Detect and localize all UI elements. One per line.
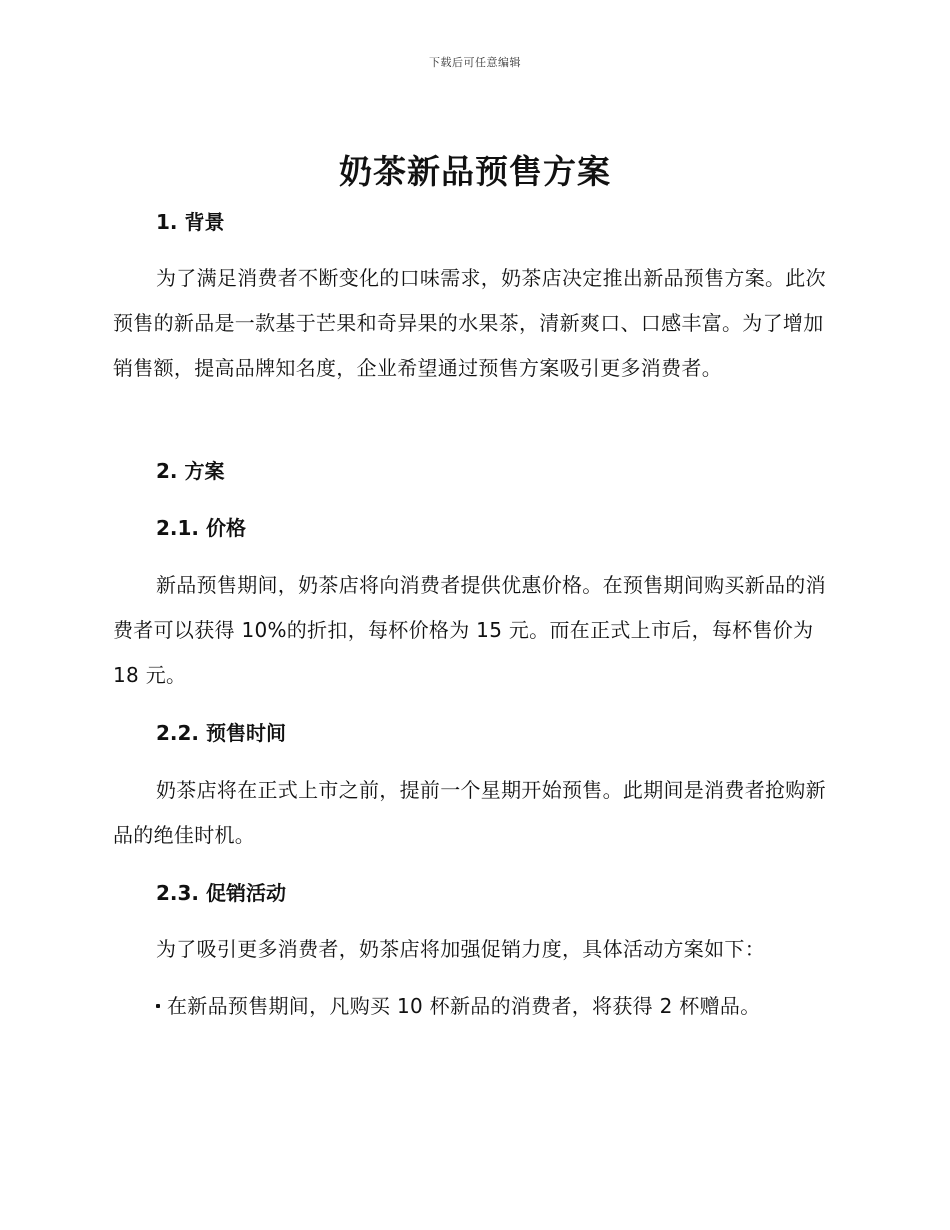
section-heading-plan: 2. 方案 bbox=[156, 459, 225, 483]
bullet-item bbox=[156, 984, 836, 1029]
document-title: 奶茶新品预售方案 bbox=[339, 152, 611, 191]
paragraph-promotion: 为了吸引更多消费者，奶茶店将加强促销力度，具体活动方案如下： bbox=[156, 937, 765, 961]
paragraph-background: 为了满足消费者不断变化的口味需求，奶茶店决定推出新品预售方案。此次预售的新品是一款基于芒果和奇异果的水果茶，清新爽口、口感丰富。为了增加销售额，提高品牌知名度，企业希望通过预售方案吸引更多消费者。 bbox=[113, 266, 826, 380]
section-heading-price: 2.1. 价格 bbox=[156, 516, 246, 540]
section-heading-presale-time: 2.2. 预售时间 bbox=[156, 721, 286, 745]
paragraph-price: 新品预售期间，奶茶店将向消费者提供优惠价格。在预售期间购买新品的消费者可以获得 10%的折扣，每杯价格为 15 元。而在正式上市后，每杯售价为 18 元。 bbox=[113, 573, 826, 687]
page-header-note: 下载后可任意编辑 bbox=[429, 56, 521, 69]
section-heading-promotion: 2.3. 促销活动 bbox=[156, 881, 286, 905]
bullet-item-text: 在新品预售期间，凡购买 10 杯新品的消费者，将获得 2 杯赠品。 bbox=[167, 994, 761, 1018]
section-heading-background: 1. 背景 bbox=[156, 210, 225, 234]
paragraph-presale-time: 奶茶店将在正式上市之前，提前一个星期开始预售。此期间是消费者抢购新品的绝佳时机。 bbox=[113, 778, 826, 847]
bullet-dot-icon bbox=[156, 1004, 160, 1008]
